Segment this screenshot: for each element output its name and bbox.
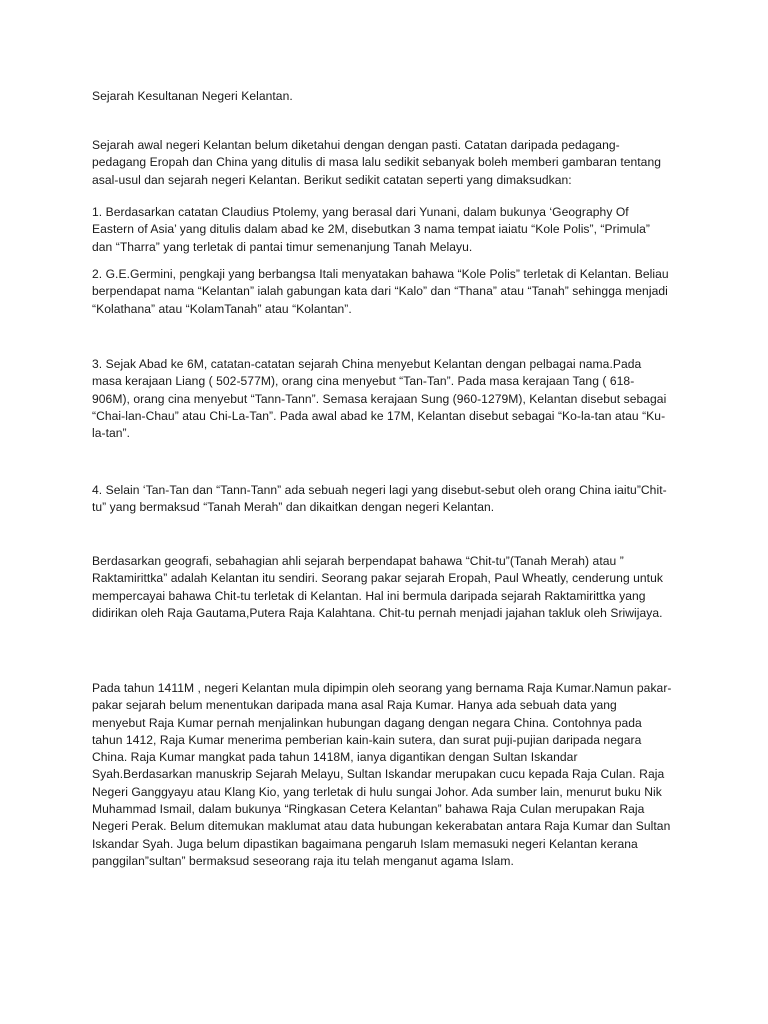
document-title: Sejarah Kesultanan Negeri Kelantan.	[92, 89, 293, 103]
paragraph-raja-kumar: Pada tahun 1411M , negeri Kelantan mula dipimpin oleh seorang yang bernama Raja Kumar.Namun pakar-pakar sejarah belum menentukan daripada mana asal Raja Kumar. Hanya ada sebuah data yang menyebut Raja Kumar pernah menjalinkan hubungan dagang dengan negara China. Contohnya pada tahun 1412, Raja Kumar menerima pemberian kain-kain sutera, dan surat puji-pujian daripada negara China. Raja Kumar mangkat pada tahun 1418M, ianya digantikan dengan Sultan Iskandar Syah.Berdasarkan manuskrip Sejarah Melayu, Sultan Iskandar merupakan cucu kepada Raja Culan. Raja Negeri Ganggyayu atau Klang Kio, yang terletak di hulu sungai Johor. Ada sumber lain, menurut buku Nik Muhammad Ismail, dalam bukunya “Ringkasan Cetera Kelantan” bahawa Raja Culan merupakan Raja Negeri Perak. Belum ditemukan maklumat atau data hubungan kekerabatan antara Raja Kumar dan Sultan Iskandar Syah. Juga belum dipastikan bagaimana pengaruh Islam memasuki negeri Kelantan kerana panggilan”sultan” bermaksud seseorang raja itu telah menganut agama Islam.	[92, 681, 672, 868]
paragraph-point-3: 3. Sejak Abad ke 6M, catatan-catatan sejarah China menyebut Kelantan dengan pelbagai nama.Pada masa kerajaan Liang ( 502-577M), orang cina menyebut “Tan-Tan”. Pada masa kerajaan Tang ( 618-906M), orang cina menyebut “Tann-Tann”. Semasa kerajaan Sung (960-1279M), Kelantan disebut sebagai “Chai-lan-Chau” atau Chi-La-Tan”. Pada awal abad ke 17M, Kelantan disebut sebagai “Ko-la-tan atau “Ku-la-tan”.	[92, 357, 667, 441]
paragraph-point-2: 2. G.E.Germini, pengkaji yang berbangsa Itali menyatakan bahawa “Kole Polis” terletak di Kelantan. Beliau berpendapat nama “Kelantan” ialah gabungan kata dari “Kalo” dan “Thana” atau “Tanah” sehingga menjadi “Kolathana” atau “KolamTanah” atau “Kolantan”.	[92, 267, 669, 316]
paragraph-intro: Sejarah awal negeri Kelantan belum diketahui dengan dengan pasti. Catatan daripada pedagang-pedagang Eropah dan China yang ditulis di masa lalu sedikit sebanyak boleh memberi gambaran tentang asal-usul dan sejarah negeri Kelantan. Berikut sedikit catatan seperti yang dimaksudkan:	[92, 138, 662, 187]
paragraph-point-4: 4. Selain ‘Tan-Tan dan “Tann-Tann” ada sebuah negeri lagi yang disebut-sebut oleh orang China iaitu”Chit-tu” yang bermaksud “Tanah Merah” dan dikaitkan dengan negeri Kelantan.	[92, 483, 667, 515]
paragraph-point-1: 1. Berdasarkan catatan Claudius Ptolemy, yang berasal dari Yunani, dalam bukunya ‘Geography Of Eastern of Asia’ yang ditulis dalam abad ke 2M, disebutkan 3 nama tempat iaiatu “Kole Polis”, “Primula” dan “Tharra” yang terletak di pantai timur semenanjung Tanah Melayu.	[92, 205, 650, 254]
paragraph-geografi: Berdasarkan geografi, sebahagian ahli sejarah berpendapat bahawa “Chit-tu”(Tanah Merah) atau ” Raktamirittka” adalah Kelantan itu sendiri. Seorang pakar sejarah Eropah, Paul Wheatly, cenderung untuk mempercayai bahawa Chit-tu terletak di Kelantan. Hal ini bermula daripada sejarah Raktamirittka yang didirikan oleh Raja Gautama,Putera Raja Kalahtana. Chit-tu pernah menjadi jajahan takluk oleh Sriwijaya.	[92, 554, 663, 620]
